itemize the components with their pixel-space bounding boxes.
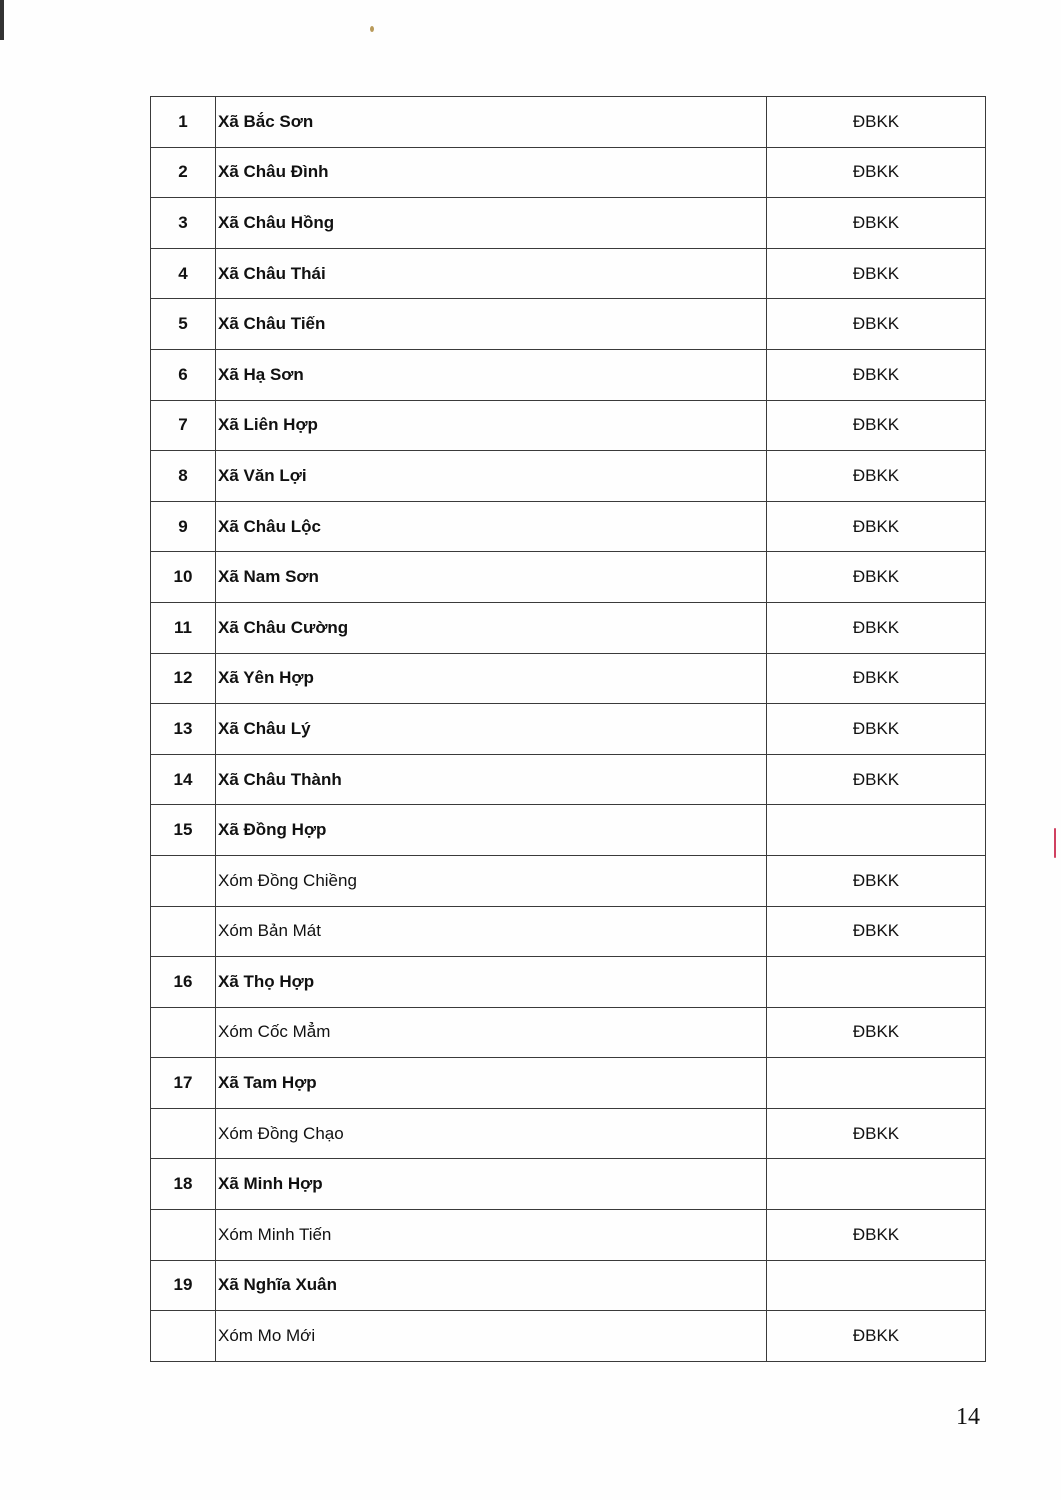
- hamlet-row: [151, 1210, 986, 1261]
- commune-row: [151, 501, 986, 552]
- commune-row: [151, 97, 986, 148]
- row-number: [151, 906, 216, 957]
- status-cell: ĐBKK: [767, 97, 986, 148]
- hamlet-row: [151, 1108, 986, 1159]
- row-number: 17: [151, 1058, 216, 1109]
- commune-row: [151, 349, 986, 400]
- hamlet-name: Xóm Mo Mới: [216, 1311, 767, 1362]
- row-number: 12: [151, 653, 216, 704]
- commune-name: Xã Tam Hợp: [216, 1058, 767, 1109]
- commune-name: Xã Minh Hợp: [216, 1159, 767, 1210]
- commune-name: Xã Châu Hồng: [216, 198, 767, 249]
- status-cell: ĐBKK: [767, 451, 986, 502]
- commune-row: [151, 451, 986, 502]
- status-cell: [767, 1159, 986, 1210]
- scan-speck: [370, 26, 374, 32]
- row-number: [151, 855, 216, 906]
- status-cell: [767, 1058, 986, 1109]
- status-cell: ĐBKK: [767, 198, 986, 249]
- hamlet-name: Xóm Bản Mát: [216, 906, 767, 957]
- status-cell: ĐBKK: [767, 501, 986, 552]
- status-cell: [767, 1260, 986, 1311]
- row-number: 6: [151, 349, 216, 400]
- status-cell: ĐBKK: [767, 248, 986, 299]
- commune-name: Xã Nghĩa Xuân: [216, 1260, 767, 1311]
- commune-row: [151, 957, 986, 1008]
- status-cell: ĐBKK: [767, 147, 986, 198]
- commune-name: Xã Bắc Sơn: [216, 97, 767, 148]
- commune-name: Xã Châu Thành: [216, 754, 767, 805]
- status-cell: ĐBKK: [767, 602, 986, 653]
- status-cell: ĐBKK: [767, 653, 986, 704]
- hamlet-row: [151, 855, 986, 906]
- commune-name: Xã Châu Đình: [216, 147, 767, 198]
- status-cell: [767, 805, 986, 856]
- row-number: 4: [151, 248, 216, 299]
- status-cell: ĐBKK: [767, 299, 986, 350]
- commune-row: [151, 400, 986, 451]
- commune-row: [151, 754, 986, 805]
- commune-row: [151, 704, 986, 755]
- commune-name: Xã Văn Lợi: [216, 451, 767, 502]
- status-cell: ĐBKK: [767, 1108, 986, 1159]
- status-cell: ĐBKK: [767, 754, 986, 805]
- row-number: 7: [151, 400, 216, 451]
- status-cell: ĐBKK: [767, 400, 986, 451]
- commune-row: [151, 552, 986, 603]
- commune-row: [151, 1159, 986, 1210]
- scan-edge-artifact: [0, 0, 4, 40]
- commune-row: [151, 1058, 986, 1109]
- commune-name: Xã Liên Hợp: [216, 400, 767, 451]
- row-number: 8: [151, 451, 216, 502]
- row-number: 14: [151, 754, 216, 805]
- commune-name: Xã Đồng Hợp: [216, 805, 767, 856]
- row-number: [151, 1108, 216, 1159]
- commune-name: Xã Nam Sơn: [216, 552, 767, 603]
- hamlet-row: [151, 906, 986, 957]
- row-number: 13: [151, 704, 216, 755]
- hamlet-name: Xóm Đồng Chiềng: [216, 855, 767, 906]
- commune-name: Xã Châu Thái: [216, 248, 767, 299]
- row-number: 1: [151, 97, 216, 148]
- row-number: [151, 1311, 216, 1362]
- page-number: 14: [956, 1404, 980, 1430]
- commune-row: [151, 299, 986, 350]
- row-number: 16: [151, 957, 216, 1008]
- status-cell: [767, 957, 986, 1008]
- row-number: 10: [151, 552, 216, 603]
- hamlet-name: Xóm Minh Tiến: [216, 1210, 767, 1261]
- commune-row: [151, 198, 986, 249]
- hamlet-row: [151, 1007, 986, 1058]
- row-number: [151, 1210, 216, 1261]
- commune-row: [151, 602, 986, 653]
- commune-name: Xã Hạ Sơn: [216, 349, 767, 400]
- commune-row: [151, 653, 986, 704]
- row-number: 9: [151, 501, 216, 552]
- row-number: [151, 1007, 216, 1058]
- hamlet-row: [151, 1311, 986, 1362]
- commune-name: Xã Châu Cường: [216, 602, 767, 653]
- commune-name: Xã Yên Hợp: [216, 653, 767, 704]
- row-number: 11: [151, 602, 216, 653]
- status-cell: ĐBKK: [767, 552, 986, 603]
- commune-table: [150, 96, 986, 1362]
- commune-name: Xã Châu Lý: [216, 704, 767, 755]
- status-cell: ĐBKK: [767, 704, 986, 755]
- status-cell: ĐBKK: [767, 1311, 986, 1362]
- commune-name: Xã Thọ Hợp: [216, 957, 767, 1008]
- table-body: [151, 97, 986, 1362]
- commune-name: Xã Châu Tiến: [216, 299, 767, 350]
- status-cell: ĐBKK: [767, 855, 986, 906]
- row-number: 19: [151, 1260, 216, 1311]
- commune-row: [151, 248, 986, 299]
- commune-row: [151, 1260, 986, 1311]
- status-cell: ĐBKK: [767, 906, 986, 957]
- commune-name: Xã Châu Lộc: [216, 501, 767, 552]
- row-number: 3: [151, 198, 216, 249]
- status-cell: ĐBKK: [767, 1007, 986, 1058]
- row-number: 15: [151, 805, 216, 856]
- commune-row: [151, 805, 986, 856]
- row-number: 18: [151, 1159, 216, 1210]
- status-cell: ĐBKK: [767, 1210, 986, 1261]
- status-cell: ĐBKK: [767, 349, 986, 400]
- row-number: 5: [151, 299, 216, 350]
- scan-mark: [1054, 828, 1056, 858]
- hamlet-name: Xóm Đồng Chạo: [216, 1108, 767, 1159]
- commune-row: [151, 147, 986, 198]
- hamlet-name: Xóm Cốc Mẳm: [216, 1007, 767, 1058]
- row-number: 2: [151, 147, 216, 198]
